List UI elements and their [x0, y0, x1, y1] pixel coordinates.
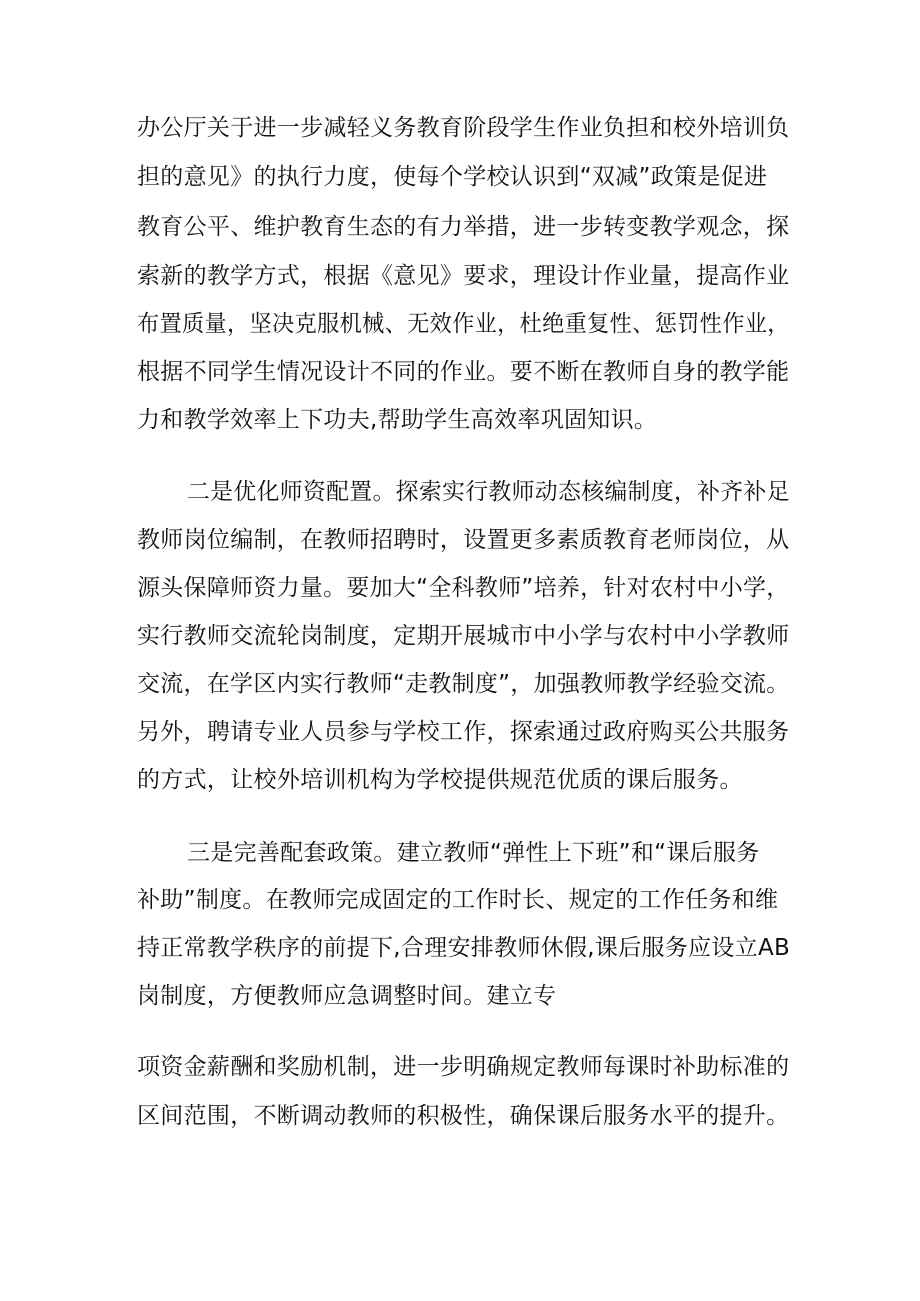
paragraph-3-line: 三是完善配套政策。建立教师“弹性上下班”和“课后服务: [187, 840, 760, 866]
paragraph-4-line: 项资金薪酬和奖励机制，进一步明确规定教师每课时补助标准的: [137, 1054, 790, 1080]
paragraph-1-line: 教育公平、维护教育生态的有力举措，进一步转变教学观念，探: [137, 214, 790, 240]
paragraph-1-line: 力和教学效率上下功夫,帮助学生高效率巩固知识。: [137, 407, 658, 433]
paragraph-2-line: 交流，在学区内实行教师“走教制度”，加强教师教学经验交流。: [137, 671, 790, 697]
paragraph-3-line: 补助”制度。在教师完成固定的工作时长、规定的工作任务和维: [137, 887, 779, 913]
paragraph-1-line: 办公厅关于进一步减轻义务教育阶段学生作业负担和校外培训负: [137, 115, 790, 141]
paragraph-2-line: 教师岗位编制，在教师招聘时，设置更多素质教育老师岗位，从: [137, 527, 790, 553]
paragraph-2-line: 实行教师交流轮岗制度，定期开展城市中小学与农村中小学教师: [137, 623, 790, 649]
paragraph-1-line: 担的意见》的执行力度，使每个学校认识到“双减”政策是促进: [137, 164, 768, 190]
paragraph-2-line: 源头保障师资力量。要加大“全科教师”培养，针对农村中小学，: [137, 575, 790, 601]
paragraph-1-line: 根据不同学生情况设计不同的作业。要不断在教师自身的教学能: [137, 359, 790, 385]
paragraph-1-line: 布置质量，坚决克服机械、无效作业，杜绝重复性、惩罚性作业，: [137, 311, 790, 337]
paragraph-4-line: 区间范围，不断调动教师的积极性，确保课后服务水平的提升。: [137, 1103, 790, 1129]
paragraph-2-line: 另外，聘请专业人员参与学校工作，探索通过政府购买公共服务: [137, 719, 790, 745]
paragraph-1-line: 索新的教学方式，根据《意见》要求，理设计作业量，提高作业: [137, 263, 790, 289]
paragraph-3-line: 岗制度，方便教师应急调整时间。建立专: [137, 983, 557, 1009]
paragraph-3-line: 持正常教学秩序的前提下,合理安排教师休假,课后服务应设立AB: [137, 935, 791, 961]
paragraph-2-line: 的方式，让校外培训机构为学校提供规范优质的课后服务。: [137, 767, 743, 793]
paragraph-2-line: 二是优化师资配置。探索实行教师动态核编制度，补齐补足: [187, 479, 790, 505]
